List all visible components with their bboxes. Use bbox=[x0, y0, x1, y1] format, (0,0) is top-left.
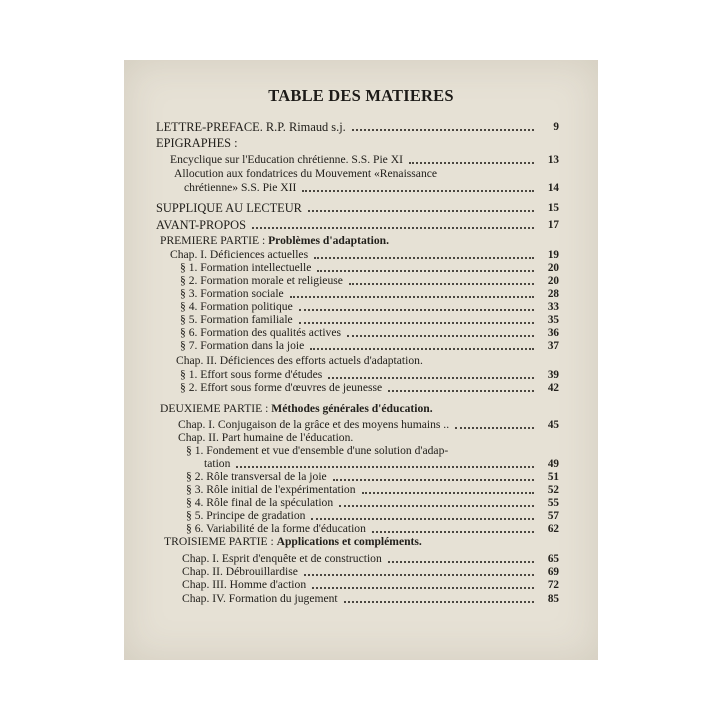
dot-leader bbox=[388, 390, 534, 392]
toc-entry-text: Allocution aux fondatrices du Mouvement «Renaissance bbox=[174, 167, 438, 180]
toc-entry-text: § 3. Rôle initial de l'expérimentation bbox=[186, 483, 356, 496]
dot-leader bbox=[362, 492, 534, 494]
page-number: 62 bbox=[547, 523, 559, 535]
toc-entry-text: § 5. Formation familiale bbox=[180, 313, 293, 326]
page-number: 20 bbox=[547, 275, 559, 287]
page-number: 20 bbox=[547, 262, 559, 274]
dot-leader bbox=[333, 479, 534, 481]
dot-leader bbox=[299, 309, 534, 311]
page-number: 28 bbox=[547, 288, 559, 300]
page-number: 15 bbox=[547, 202, 559, 214]
toc-entry bbox=[180, 326, 540, 340]
dot-leader bbox=[328, 377, 534, 379]
toc-entry bbox=[180, 313, 540, 327]
toc-entry bbox=[156, 218, 540, 232]
toc-entry-text: SUPPLIQUE AU LECTEUR bbox=[156, 201, 302, 215]
toc-entry bbox=[186, 522, 540, 536]
page-number: 33 bbox=[547, 301, 559, 313]
toc-entry bbox=[186, 509, 540, 523]
toc-entry-text: § 4. Rôle final de la spéculation bbox=[186, 496, 334, 509]
part-heading: Applications et compléments. bbox=[276, 535, 422, 548]
page-number: 9 bbox=[553, 121, 559, 133]
dot-leader bbox=[352, 129, 534, 131]
page-number: 49 bbox=[547, 458, 559, 470]
dot-leader bbox=[302, 190, 534, 192]
toc-entry bbox=[180, 274, 540, 288]
dot-leader bbox=[299, 322, 534, 324]
dot-leader bbox=[310, 348, 534, 350]
toc-entry-text: § 7. Formation dans la joie bbox=[180, 339, 305, 352]
page-number: 72 bbox=[547, 579, 559, 591]
toc-entry-text: EPIGRAPHES : bbox=[156, 136, 238, 150]
toc-entry bbox=[170, 153, 540, 167]
page-number: 45 bbox=[547, 419, 559, 431]
toc-entry-text: Chap. II. Part humaine de l'éducation. bbox=[178, 431, 354, 444]
toc-entry bbox=[180, 287, 540, 301]
toc-entry bbox=[156, 136, 540, 150]
dot-leader bbox=[372, 531, 534, 533]
page-title: TABLE DES MATIERES bbox=[268, 86, 454, 105]
toc-entry-text: § 1. Effort sous forme d'études bbox=[180, 368, 323, 381]
dot-leader bbox=[290, 296, 534, 298]
page-number: 51 bbox=[547, 471, 559, 483]
dot-leader bbox=[388, 561, 534, 563]
toc-entry-text: § 4. Formation politique bbox=[180, 300, 293, 313]
part-heading: Problèmes d'adaptation. bbox=[268, 234, 389, 247]
page-number: 19 bbox=[547, 249, 559, 261]
dot-leader bbox=[308, 210, 534, 212]
page-number: 65 bbox=[547, 553, 559, 565]
toc-entry-text: chrétienne» S.S. Pie XII bbox=[184, 181, 297, 194]
toc-entry bbox=[186, 483, 540, 497]
toc-entry bbox=[180, 368, 540, 382]
toc-entry bbox=[180, 261, 540, 275]
dot-leader bbox=[304, 574, 534, 576]
dot-leader bbox=[312, 587, 534, 589]
page-number: 17 bbox=[547, 219, 559, 231]
toc-entry-text: PREMIERE PARTIE : Problèmes d'adaptation. bbox=[160, 234, 389, 247]
toc-entry-text: § 6. Variabilité de la forme d'éducation bbox=[186, 522, 366, 535]
toc-entry-text: § 1. Formation intellectuelle bbox=[180, 261, 312, 274]
toc-entry bbox=[174, 167, 540, 181]
toc-entry-text: § 2. Effort sous forme d'œuvres de jeunesse bbox=[180, 381, 383, 394]
page-number: 35 bbox=[547, 314, 559, 326]
toc-entry bbox=[204, 457, 540, 471]
page-number: 52 bbox=[547, 484, 559, 496]
page-number: 69 bbox=[547, 566, 559, 578]
page-number: 57 bbox=[547, 510, 559, 522]
toc-entry bbox=[186, 470, 540, 484]
dot-leader bbox=[347, 335, 534, 337]
toc-entry-text: Encyclique sur l'Education chrétienne. S.S. Pie XI bbox=[170, 153, 403, 166]
toc-entry-text: Chap. I. Déficiences actuelles bbox=[170, 248, 309, 261]
page-number: 42 bbox=[547, 382, 559, 394]
toc-entry bbox=[180, 381, 540, 395]
dot-leader bbox=[311, 518, 534, 520]
toc-entry bbox=[182, 565, 540, 579]
toc-entry bbox=[170, 248, 540, 262]
toc-entry-text: § 2. Formation morale et religieuse bbox=[180, 274, 343, 287]
toc-entry-text: § 2. Rôle transversal de la joie bbox=[186, 470, 327, 483]
toc-entry bbox=[178, 418, 540, 432]
toc-entry-text: TROISIEME PARTIE : Applications et compléments. bbox=[164, 535, 422, 548]
toc-entry bbox=[160, 234, 540, 248]
toc-entry bbox=[182, 592, 540, 606]
toc-entry-text: § 3. Formation sociale bbox=[180, 287, 284, 300]
dot-leader bbox=[349, 283, 534, 285]
toc-entry bbox=[186, 496, 540, 510]
page-number: 37 bbox=[547, 340, 559, 352]
toc-entry bbox=[184, 181, 540, 195]
dot-leader bbox=[236, 466, 534, 468]
page-number: 55 bbox=[547, 497, 559, 509]
dot-leader bbox=[339, 505, 534, 507]
toc-entry-text: Chap. IV. Formation du jugement bbox=[182, 592, 338, 605]
toc-entry-text: Chap. III. Homme d'action bbox=[182, 578, 307, 591]
page-number: 14 bbox=[547, 182, 559, 194]
page-number: 85 bbox=[547, 593, 559, 605]
toc-entry-text: Chap. I. Esprit d'enquête et de construction bbox=[182, 552, 382, 565]
part-heading: Méthodes générales d'éducation. bbox=[271, 402, 433, 415]
page-number: 36 bbox=[547, 327, 559, 339]
toc-entry bbox=[176, 354, 540, 368]
toc-entry-text: LETTRE-PREFACE. R.P. Rimaud s.j. bbox=[156, 120, 346, 134]
toc-entry-text: Chap. II. Déficiences des efforts actuels d'adaptation. bbox=[176, 354, 423, 367]
toc-entry bbox=[180, 300, 540, 314]
dot-leader bbox=[252, 227, 534, 229]
toc-entry bbox=[178, 431, 540, 445]
toc-entry bbox=[186, 444, 540, 458]
toc-entry bbox=[160, 402, 540, 416]
toc-entry-text: Chap. II. Débrouillardise bbox=[182, 565, 298, 578]
toc-entry-text: DEUXIEME PARTIE : Méthodes générales d'éducation. bbox=[160, 402, 433, 415]
toc-entry-text: AVANT-PROPOS bbox=[156, 218, 246, 232]
book-page bbox=[124, 60, 598, 660]
toc-entry bbox=[182, 578, 540, 592]
toc-entry bbox=[182, 552, 540, 566]
toc-entry-text: § 5. Principe de gradation bbox=[186, 509, 306, 522]
toc-entry-text: Chap. I. Conjugaison de la grâce et des moyens humains .. bbox=[178, 418, 450, 431]
toc-entry bbox=[164, 535, 540, 549]
page-number: 13 bbox=[547, 154, 559, 166]
page-number: 39 bbox=[547, 369, 559, 381]
toc-entry-text: § 6. Formation des qualités actives bbox=[180, 326, 341, 339]
dot-leader bbox=[314, 257, 534, 259]
toc-entry-text: tation bbox=[204, 457, 231, 470]
toc-entry bbox=[180, 339, 540, 353]
toc-entry-text: § 1. Fondement et vue d'ensemble d'une solution d'adap- bbox=[186, 444, 449, 457]
dot-leader bbox=[409, 162, 534, 164]
toc-entry bbox=[156, 201, 540, 215]
dot-leader bbox=[317, 270, 534, 272]
dot-leader bbox=[344, 601, 534, 603]
toc-entry bbox=[156, 120, 540, 134]
